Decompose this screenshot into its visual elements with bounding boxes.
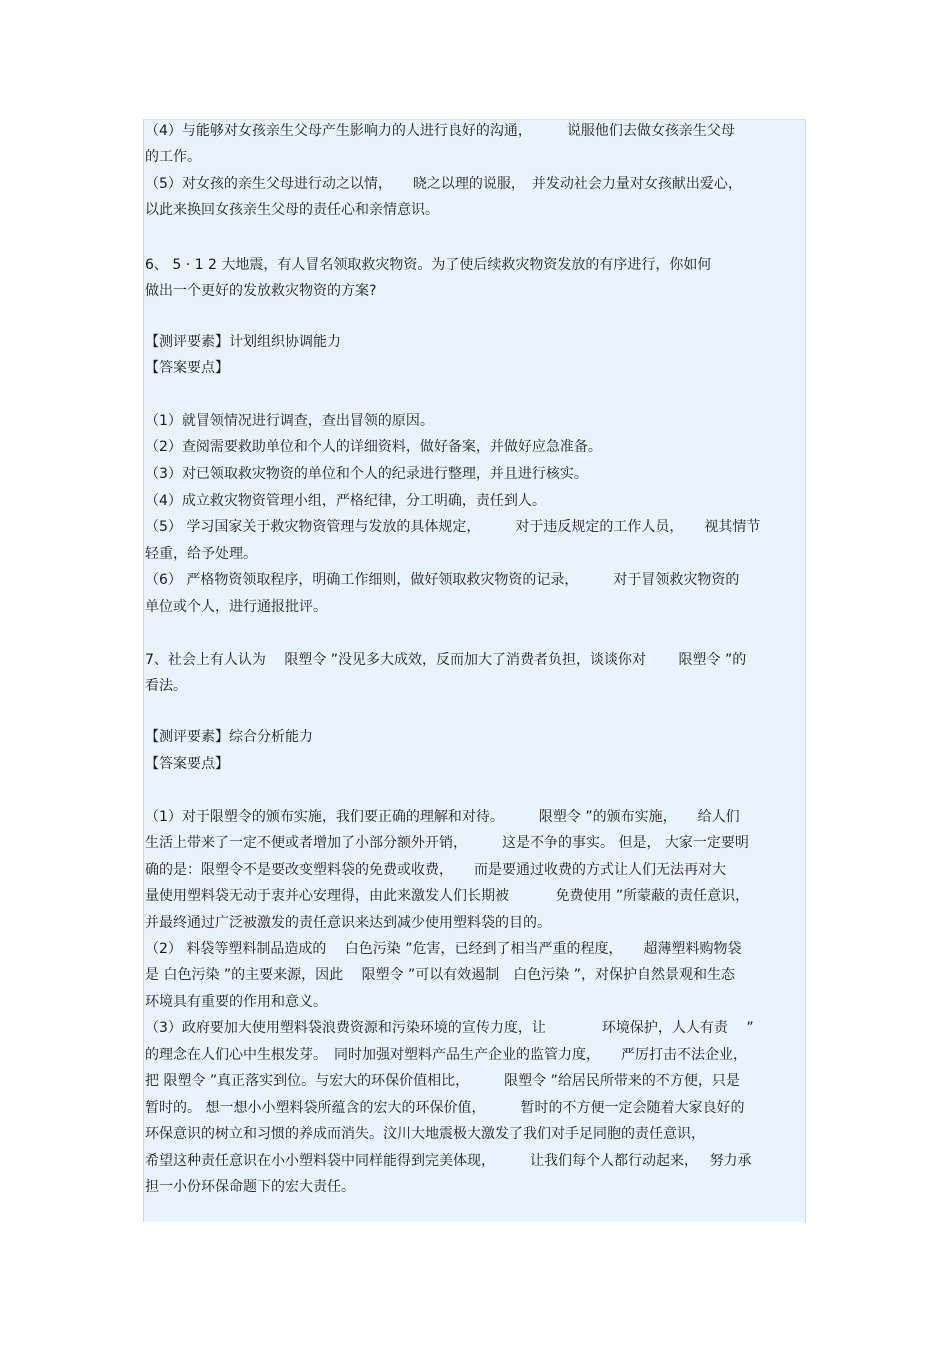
text-line: 并最终通过广泛被激发的责任意识来达到减少使用塑料袋的目的。 (145, 915, 551, 931)
text-line: 生活上带来了一定不便或者增加了小部分额外开销， 这是不争的事实。 但是， 大家一定要明 (145, 835, 749, 851)
text-line: 环保意识的树立和习惯的养成而消失。汶川大地震极大激发了我们对手足同胞的责任意识， (145, 1126, 705, 1142)
text-line: 以此来换回女孩亲生父母的责任心和亲情意识。 (145, 202, 439, 218)
text-line: （3）政府要加大使用塑料袋浪费资源和污染环境的宣传力度，让 环境保护，人人有责 ” (145, 1020, 754, 1036)
text-line: （4）成立救灾物资管理小组，严格纪律，分工明确，责任到人。 (145, 493, 546, 509)
evaluation-element: 【测评要素】计划组织协调能力 (145, 334, 341, 350)
text-line: （1）对于限塑令的颁布实施，我们要正确的理解和对待。 限塑令 ”的颁布实施， 给人们 (145, 809, 740, 825)
text-line: 的工作。 (145, 149, 201, 165)
text-line: （5）对女孩的亲生父母进行动之以情， 晓之以理的说服， 并发动社会力量对女孩献出爱心， (145, 176, 742, 192)
text-line: 轻重，给予处理。 (145, 546, 257, 562)
text-line: （1）就冒领情况进行调查，查出冒领的原因。 (145, 413, 434, 429)
text-line: 把 限塑令 ”真正落实到位。与宏大的环保价值相比， 限塑令 ”给居民所带来的不方便，只是 (145, 1073, 740, 1089)
question-6-title: 6、 5 · 1 2 大地震，有人冒名领取救灾物资。为了使后续救灾物资发放的有序进行，你如何 (145, 257, 712, 273)
answer-heading: 【答案要点】 (145, 360, 229, 376)
text-line: 希望这种责任意识在小小塑料袋中同样能得到完美体现， 让我们每个人都行动起来， 努力承 (145, 1153, 752, 1169)
answer-heading: 【答案要点】 (145, 756, 229, 772)
text-line: 做出一个更好的发放救灾物资的方案? (145, 283, 377, 299)
text-line: 的理念在人们心中生根发芽。 同时加强对塑料产品生产企业的监管力度， 严厉打击不法企业， (145, 1047, 747, 1063)
text-line: （2）查阅需要救助单位和个人的详细资料，做好备案，并做好应急准备。 (145, 439, 602, 455)
text-line: （4）与能够对女孩亲生父母产生影响力的人进行良好的沟通， 说服他们去做女孩亲生父母 (145, 123, 735, 139)
text-line: 量使用塑料袋无动于衷并心安理得，由此来激发人们长期被 免费使用 ”所蒙蔽的责任意识， (145, 888, 750, 904)
text-line: 环境具有重要的作用和意义。 (145, 994, 327, 1010)
text-line: （5） 学习国家关于救灾物资管理与发放的具体规定， 对于违反规定的工作人员， 视其情节 (145, 519, 761, 535)
question-7-title: 7、社会上有人认为 限塑令 ”没见多大成效，反而加大了消费者负担，谈谈你对 限塑令 ”的 (145, 652, 747, 668)
text-line: 单位或个人，进行通报批评。 (145, 599, 327, 615)
text-line: 是 白色污染 ”的主要来源，因此 限塑令 ”可以有效遏制 白色污染 ”，对保护自然景观和生态 (145, 967, 736, 983)
text-line: 确的是：限塑令不是要改变塑料袋的免费或收费， 而是要通过收费的方式让人们无法再对大 (145, 862, 726, 878)
text-line: （6） 严格物资领取程序，明确工作细则，做好领取救灾物资的记录， 对于冒领救灾物资的 (145, 572, 740, 588)
text-line: （3）对已领取救灾物资的单位和个人的纪录进行整理，并且进行核实。 (145, 466, 588, 482)
text-line: 担一小份环保命题下的宏大责任。 (145, 1179, 355, 1195)
text-line: （2） 料袋等塑料制品造成的 白色污染 ”危害，已经到了相当严重的程度， 超薄塑料购物袋 (145, 941, 742, 957)
text-line: 看法。 (145, 678, 187, 694)
evaluation-element: 【测评要素】综合分析能力 (145, 729, 313, 745)
text-line: 暂时的。 想一想小小塑料袋所蕴含的宏大的环保价值， 暂时的不方便一定会随着大家良好的 (145, 1100, 745, 1116)
